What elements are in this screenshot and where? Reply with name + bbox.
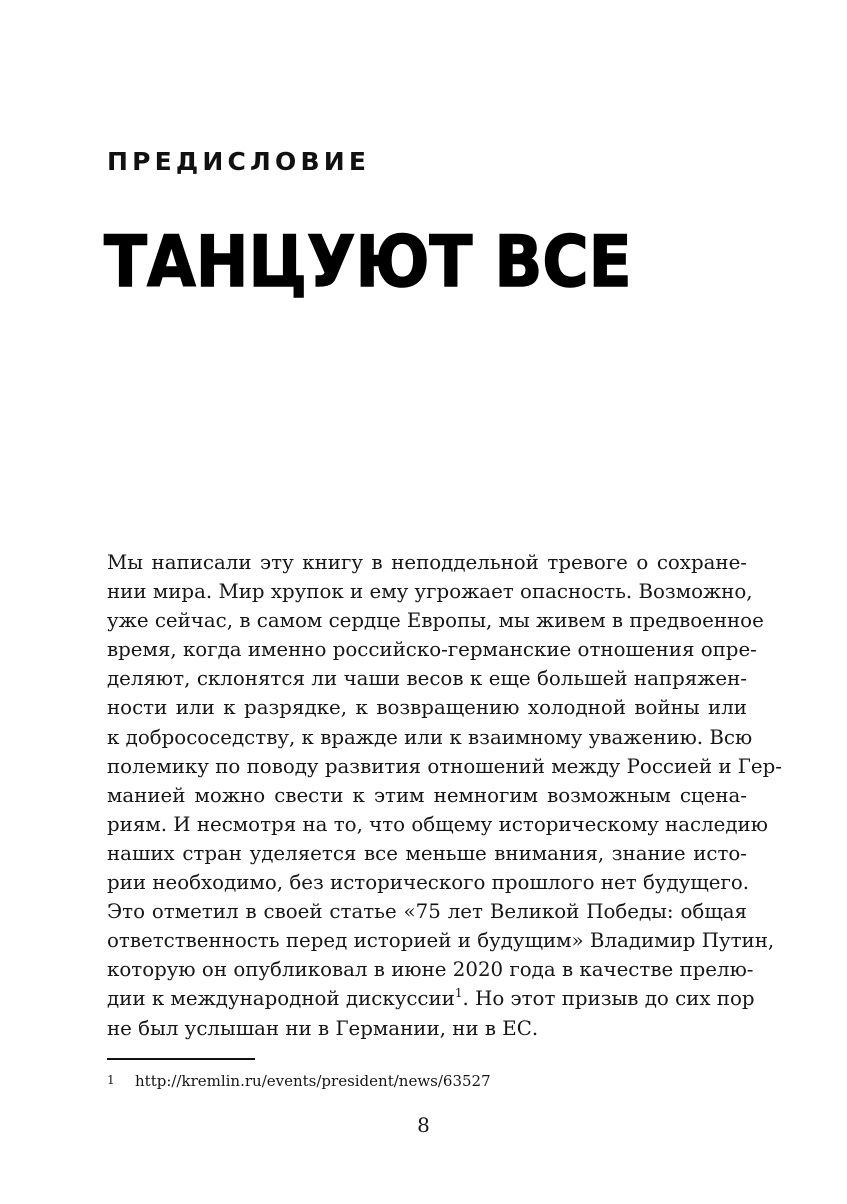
page-number: 8 xyxy=(417,1113,430,1137)
text-line: рии необходимо, без исторического прошлого нет будущего. xyxy=(107,871,750,895)
footnote xyxy=(107,1070,491,1091)
text-line: ности или к разрядке, к возвращению холодной войны или xyxy=(107,696,747,720)
text-line: к добрососедству, к вражде или к взаимному уважению. Всю xyxy=(107,725,753,749)
text-line: не был услышан ни в Германии, ни в ЕС. xyxy=(107,1016,539,1040)
text-line: наших стран уделяется все меньше внимания, знание исто- xyxy=(107,841,747,865)
text-line: полемику по поводу развития отношений между Россией и Гер- xyxy=(107,754,782,778)
text-line: уже сейчас, в самом сердце Европы, мы живем в предвоенное xyxy=(107,609,764,633)
chapter-kicker: ПРЕДИСЛОВИЕ xyxy=(107,147,371,176)
text-line: которую он опубликовал в июне 2020 года в качестве прелю- xyxy=(107,958,754,982)
text-fragment: . Но этот призыв до сих пор xyxy=(462,987,755,1011)
text-line: Это отметил в своей статье «75 лет Великой Победы: общая xyxy=(107,900,747,924)
text-line: нии мира. Мир хрупок и ему угрожает опасность. Возможно, xyxy=(107,580,753,604)
text-line: деляют, склонятся ли чаши весов к еще большей напряжен- xyxy=(107,667,747,691)
text-line: ответственность перед историей и будущим» Владимир Путин, xyxy=(107,929,775,953)
footnote-reference[interactable]: 1 xyxy=(454,986,463,1001)
body-paragraph xyxy=(107,548,782,1043)
text-line: Мы написали эту книгу в неподдельной тревоге о сохране- xyxy=(107,551,747,574)
text-line-with-footnote xyxy=(107,984,755,1013)
footnote-number: 1 xyxy=(107,1073,115,1087)
text-fragment: дии к международной дискуссии xyxy=(107,987,455,1011)
text-line: время, когда именно российско-германские отношения опре- xyxy=(107,638,757,662)
footnote-link[interactable]: http://kremlin.ru/events/president/news/63527 xyxy=(135,1072,491,1090)
footnote-divider xyxy=(107,1058,255,1060)
text-line: риям. И несмотря на то, что общему историческому наследию xyxy=(107,812,768,836)
text-line: манией можно свести к этим немногим возможным сцена- xyxy=(107,783,747,807)
chapter-title: ТАНЦУЮТ ВСЕ xyxy=(104,221,632,303)
